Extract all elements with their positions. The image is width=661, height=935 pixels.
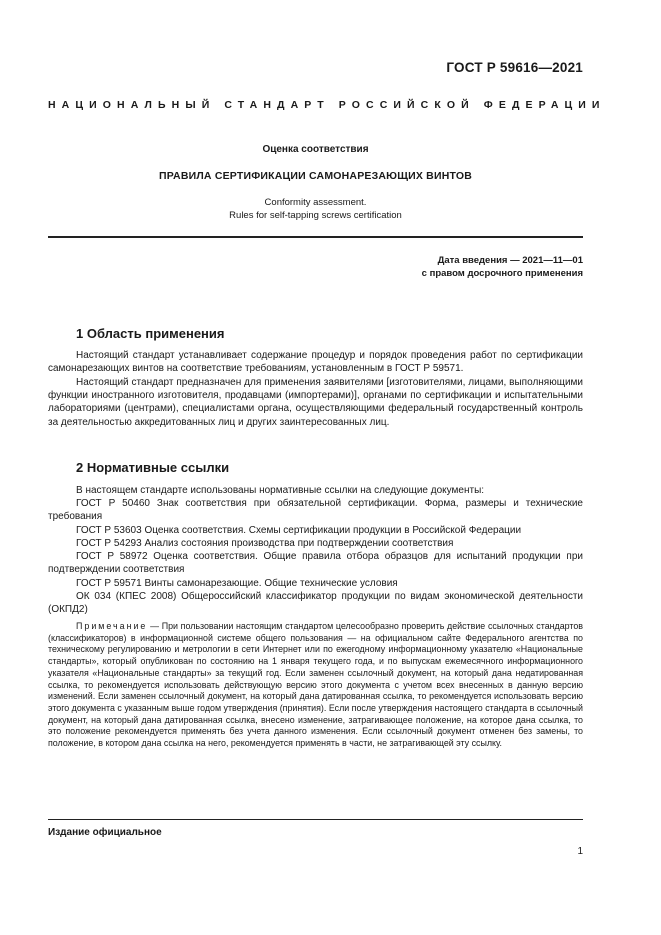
section-1-paragraph-1: Настоящий стандарт устанавливает содержание процедур и порядок проведения работ по сертификации самонарезающих винтов на соответствие требованиям, установленным в ГОСТ Р 59571. bbox=[48, 350, 583, 375]
introduction-date: Дата введения — 2021—11—01 bbox=[437, 255, 583, 266]
reference-item: ГОСТ Р 59571 Винты самонарезающие. Общие технические условия bbox=[76, 578, 398, 589]
note-label: Примечание bbox=[76, 621, 148, 631]
document-subtitle: Оценка соответствия bbox=[262, 144, 369, 155]
english-title-line1: Conformity assessment. bbox=[264, 197, 367, 208]
reference-item: ГОСТ Р 50460 Знак соответствия при обязательной сертификации. Форма, размеры и технические требования bbox=[48, 498, 583, 523]
references-note bbox=[48, 621, 583, 750]
footer-divider bbox=[48, 819, 583, 820]
english-title-line2: Rules for self-tapping screws certification bbox=[229, 210, 402, 221]
note-text: — При пользовании настоящим стандартом целесообразно проверить действие ссылочных стандартов (классификаторов) в информационной системе общего пользования — на официальном сайте Федерального агентства по техническому регулированию и метрологии в сети Интернет или по ежегодному информационному указателю «Национальные стандарты», который опубликован по состоянию на 1 января текущего года, и по выпускам ежемесячного информационного указателя «Национальные стандарты» за текущий год. Если заменен ссылочный документ, на который дана недатированная ссылка, то рекомендуется использовать действующую версию этого документа с учетом всех внесенных в данную версию изменений. Если заменен ссылочный документ, на который дана датированная ссылка, то рекомендуется использовать версию этого документа с указанным выше годом утверждения (принятия). Если после утверждения настоящего стандарта в ссылочный документ, на который дана датированная ссылка, внесено изменение, затрагивающее положение, на которое дана ссылка, то это положение рекомендуется применять без учета данного изменения. Если ссылочный документ отменен без замены, то положение, в котором дана ссылка на него, рекомендуется применять в части, не затрагивающей эту ссылку. bbox=[48, 621, 583, 749]
early-application-note: с правом досрочного применения bbox=[421, 268, 583, 279]
reference-item: ОК 034 (КПЕС 2008) Общероссийский классификатор продукции по видам экономической деятельности (ОКПД2) bbox=[48, 591, 583, 616]
section-2-intro: В настоящем стандарте использованы нормативные ссылки на следующие документы: bbox=[76, 485, 485, 496]
reference-item: ГОСТ Р 54293 Анализ состояния производства при подтверждении соответствия bbox=[76, 538, 454, 549]
gost-number: ГОСТ Р 59616—2021 bbox=[446, 60, 583, 75]
section-1-heading: 1 Область применения bbox=[76, 326, 225, 341]
section-2-heading: 2 Нормативные ссылки bbox=[76, 460, 230, 475]
page-number: 1 bbox=[577, 846, 583, 857]
national-standard-banner: НАЦИОНАЛЬНЫЙ СТАНДАРТ РОССИЙСКОЙ ФЕДЕРАЦИИ bbox=[48, 99, 606, 111]
section-1-paragraph-2: Настоящий стандарт предназначен для применения заявителями [изготовителями, лицами, выполняющими функции иностранного изготовителя, продавцами (импортерами)], органами по сертификации и испытательными лабораториями (центрами), специалистами органа, осуществляющими федеральный государственный контроль за деятельностью аккредитованных лиц и других заинтересованных лиц. bbox=[48, 377, 583, 428]
document-title: ПРАВИЛА СЕРТИФИКАЦИИ САМОНАРЕЗАЮЩИХ ВИНТОВ bbox=[159, 170, 472, 182]
reference-item: ГОСТ Р 58972 Оценка соответствия. Общие правила отбора образцов для испытаний продукции при подтверждении соответствия bbox=[48, 551, 583, 576]
reference-item: ГОСТ Р 53603 Оценка соответствия. Схемы сертификации продукции в Российской Федерации bbox=[76, 525, 522, 536]
official-edition-label: Издание официальное bbox=[48, 827, 162, 838]
title-divider bbox=[48, 236, 583, 238]
